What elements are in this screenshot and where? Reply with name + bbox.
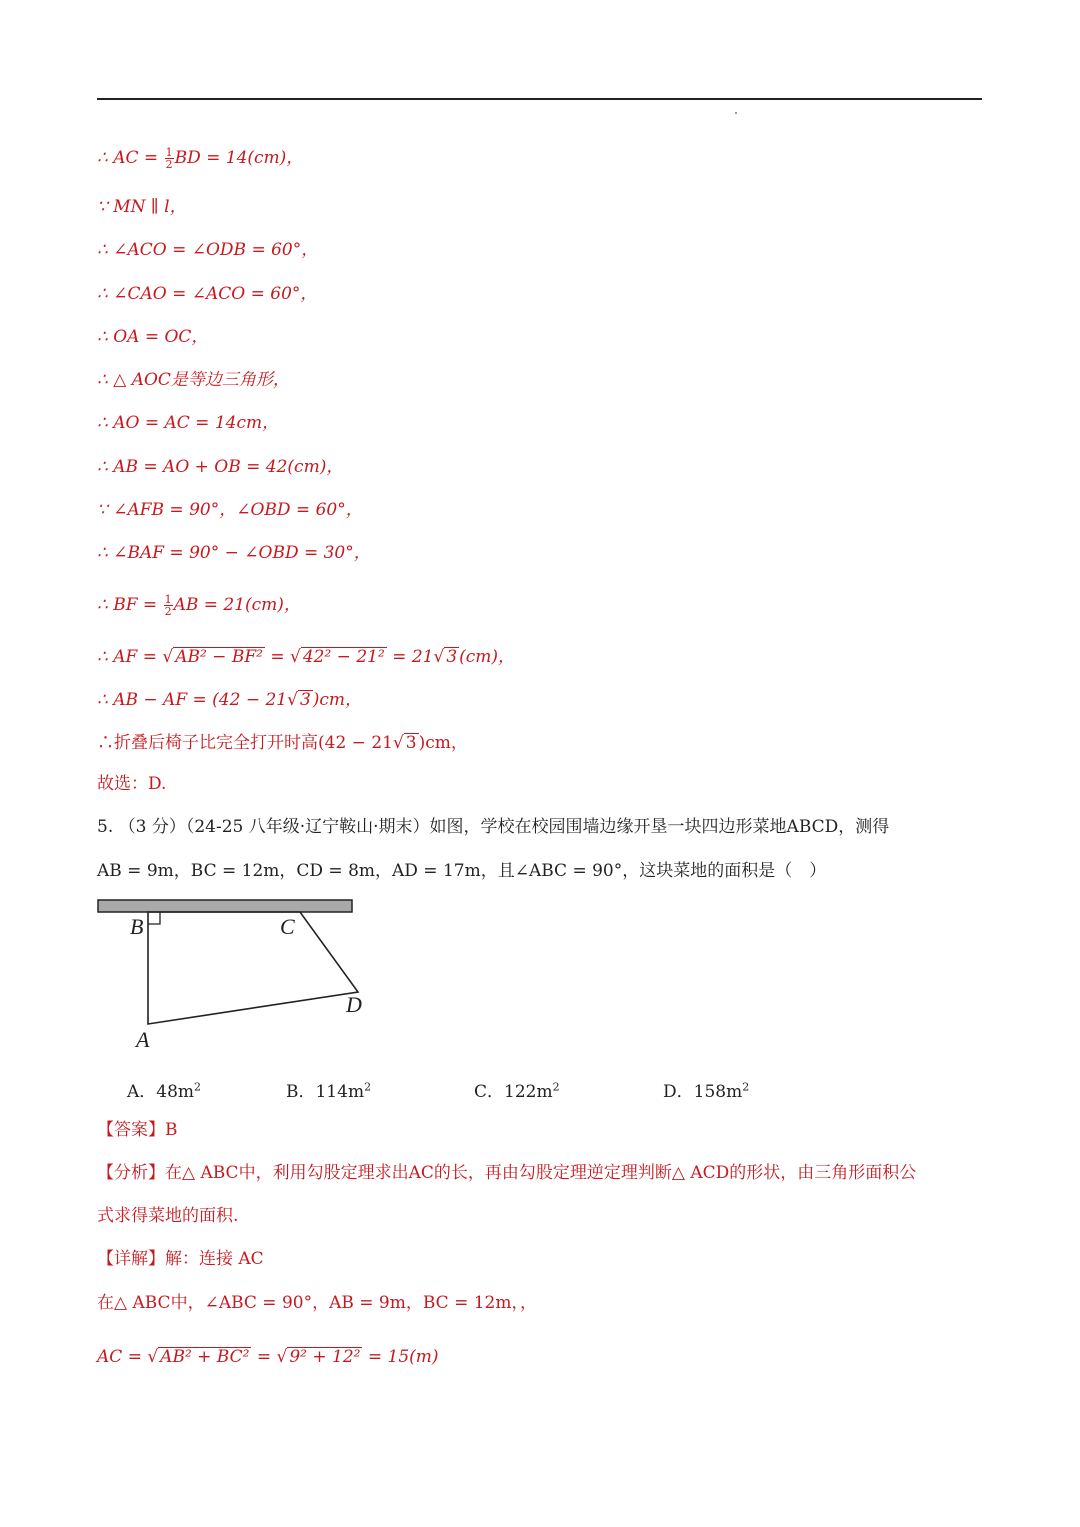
header-rule xyxy=(97,98,982,100)
analysis: 【分析】在△ ABC中，利用勾股定理求出AC的长，再由勾股定理逆定理判断△ ACD的形状，由三角形面积公 xyxy=(97,1163,917,1183)
option-label: D．158m xyxy=(663,1082,743,1102)
fraction-numerator: 1 xyxy=(164,593,172,606)
radicand: 9² + 12² xyxy=(289,1347,361,1367)
solution-step xyxy=(97,733,468,753)
question-text: 5. （3 分）（24-25 八年级·辽宁鞍山·期末）如图，学校在校园围墙边缘开垦一块四边形菜地ABCD，测得 xyxy=(97,817,890,837)
solution-step xyxy=(97,647,515,667)
radicand: 42² − 21² xyxy=(302,647,385,667)
option-label: A．48m xyxy=(127,1082,195,1102)
radicand: AB² + BC² xyxy=(160,1347,250,1367)
option-exponent: 2 xyxy=(552,1080,560,1094)
option-exponent: 2 xyxy=(742,1080,750,1094)
solution-step: ∵ MN ∥ l， xyxy=(97,197,187,217)
step-text: = √ xyxy=(264,647,301,667)
step-prefix: ∴折叠后椅子比完全打开时高(42 − 21√ xyxy=(97,733,404,753)
quadrilateral-figure xyxy=(90,892,360,1052)
formula-text: = 15(m) xyxy=(362,1347,439,1367)
solution-step: ∴ AO = AC = 14cm， xyxy=(97,413,280,433)
option-c[interactable] xyxy=(474,1077,560,1102)
option-exponent: 2 xyxy=(194,1080,202,1094)
solution-step xyxy=(97,147,303,170)
fraction xyxy=(165,147,174,170)
formula-text: AC = √ xyxy=(97,1347,159,1367)
solution-step: ∴ △ AOC是等边三角形， xyxy=(97,370,290,390)
option-a[interactable] xyxy=(127,1077,201,1102)
step-text: AC = xyxy=(113,148,164,168)
fraction-denominator: 2 xyxy=(164,605,172,618)
solution-step: ∴ ∠BAF = 90° − ∠OBD = 30°， xyxy=(97,543,371,563)
vertex-label-c: C xyxy=(280,914,295,939)
step-text: (cm)， xyxy=(459,647,516,667)
fraction xyxy=(164,594,173,617)
detail-formula xyxy=(97,1347,439,1367)
step-text: BF = xyxy=(113,595,163,615)
right-angle-mark xyxy=(148,912,160,924)
fraction-denominator: 2 xyxy=(165,158,173,171)
step-prefix: ∴ xyxy=(97,148,114,168)
solution-step: ∴ OA = OC， xyxy=(97,327,209,347)
radicand: 3 xyxy=(299,690,311,710)
fraction-numerator: 1 xyxy=(165,146,173,159)
step-text: BD = 14(cm)， xyxy=(174,148,304,168)
step-text: )cm， xyxy=(418,733,468,753)
step-text: = 21√ xyxy=(386,647,445,667)
analysis: 式求得菜地的面积. xyxy=(97,1206,239,1226)
question-text: AB = 9m，BC = 12m，CD = 8m，AD = 17m，且∠ABC = 90°，这块菜地的面积是（ ） xyxy=(97,861,827,881)
solution-step xyxy=(97,690,362,710)
solution-conclusion: 故选：D. xyxy=(97,774,167,794)
step-text: AB = 21(cm)， xyxy=(173,595,301,615)
vertex-label-b: B xyxy=(130,914,144,939)
field-outline xyxy=(148,912,358,1024)
detail-step: 在△ ABC中，∠ABC = 90°，AB = 9m，BC = 12m，， xyxy=(97,1293,537,1313)
solution-step: ∴ ∠ACO = ∠ODB = 60°， xyxy=(97,240,319,260)
option-label: B．114m xyxy=(286,1082,365,1102)
formula-text: = √ xyxy=(251,1347,288,1367)
radicand: 3 xyxy=(446,647,458,667)
solution-step xyxy=(97,594,301,617)
wall xyxy=(98,900,352,912)
detail-heading: 【详解】解：连接 AC xyxy=(97,1249,264,1269)
vertex-label-a: A xyxy=(136,1027,150,1052)
solution-step: ∴ AB = AO + OB = 42(cm)， xyxy=(97,457,344,477)
speck xyxy=(735,112,737,114)
radicand: AB² − BF² xyxy=(175,647,263,667)
step-prefix: ∴ AF = √ xyxy=(97,647,174,667)
solution-step: ∵ ∠AFB = 90°，∠OBD = 60°， xyxy=(97,500,363,520)
step-prefix: ∴ AB − AF = (42 − 21√ xyxy=(97,690,298,710)
answer: 【答案】B xyxy=(97,1120,178,1140)
solution-step: ∴ ∠CAO = ∠ACO = 60°， xyxy=(97,284,318,304)
step-prefix: ∴ xyxy=(97,595,114,615)
option-exponent: 2 xyxy=(364,1080,372,1094)
option-b[interactable] xyxy=(286,1077,371,1102)
option-d[interactable] xyxy=(663,1077,749,1102)
vertex-label-d: D xyxy=(346,992,362,1017)
option-label: C．122m xyxy=(474,1082,553,1102)
radicand: 3 xyxy=(405,733,417,753)
step-text: )cm， xyxy=(312,690,363,710)
